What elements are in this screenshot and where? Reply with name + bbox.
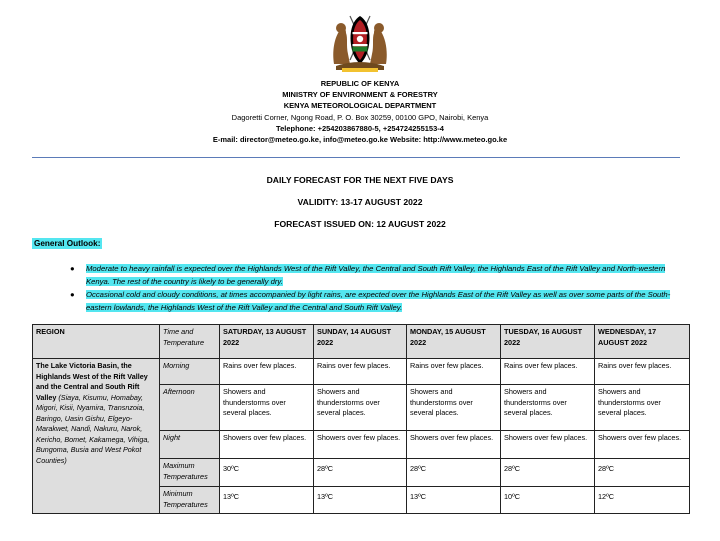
forecast-cell: Rains over few places.: [314, 359, 407, 385]
forecast-cell: Showers over few places.: [314, 431, 407, 459]
general-outlook-label: General Outlook:: [34, 239, 101, 248]
forecast-cell: Showers and thunderstorms over several places.: [407, 385, 501, 431]
forecast-cell: Showers over few places.: [501, 431, 595, 459]
day-header: SUNDAY, 14 AUGUST 2022: [314, 325, 407, 359]
forecast-cell: Showers and thunderstorms over several places.: [501, 385, 595, 431]
address-line: Dagoretti Corner, Ngong Road, P. O. Box 30259, 00100 GPO, Nairobi, Kenya: [231, 112, 489, 122]
forecast-cell: Rains over few places.: [595, 359, 690, 385]
letterhead-divider: [32, 157, 680, 158]
temperature-cell: 28ºC: [407, 459, 501, 487]
time-label: Night: [160, 431, 220, 459]
issued-line: FORECAST ISSUED ON: 12 AUGUST 2022: [274, 219, 446, 229]
region-cell: [33, 359, 160, 514]
region-name: The Lake Victoria Basin, the Highlands West of the Rift Valley and the Central and South Rift Valley: [36, 361, 148, 402]
temperature-cell: 13ºC: [407, 487, 501, 514]
ministry-line: MINISTRY OF ENVIRONMENT & FORESTRY: [282, 90, 438, 100]
forecast-cell: Showers over few places.: [595, 431, 690, 459]
outlook-bullet-text: Occasional cold and cloudy conditions, at times accompanied by light rains, are expected over the Highlands East of the Rift Valley as well as over some parts of the South-eastern lowlands, the Highlands West of the Rift Valley and the Central and South Rift Valley.: [86, 290, 671, 312]
day-header: TUESDAY, 16 AUGUST 2022: [501, 325, 595, 359]
forecast-cell: Showers over few places.: [407, 431, 501, 459]
temperature-cell: 28ºC: [595, 459, 690, 487]
table-row: [33, 359, 690, 385]
telephone-line: Telephone: +254203867880-5, +254724255153-4: [276, 123, 444, 133]
letterhead: [0, 78, 720, 145]
day-header: SATURDAY, 13 AUGUST 2022: [220, 325, 314, 359]
forecast-cell: Rains over few places.: [407, 359, 501, 385]
email-website-line: E-mail: director@meteo.go.ke, info@meteo.go.ke Website: http://www.meteo.go.ke: [212, 135, 508, 145]
time-label: Maximum Temperatures: [160, 459, 220, 487]
time-label: Morning: [160, 359, 220, 385]
forecast-cell: Showers and thunderstorms over several places.: [595, 385, 690, 431]
temperature-cell: 13ºC: [314, 487, 407, 514]
validity-line: VALIDITY: 13-17 AUGUST 2022: [297, 197, 423, 207]
day-header: WEDNESDAY, 17 AUGUST 2022: [595, 325, 690, 359]
forecast-cell: Rains over few places.: [501, 359, 595, 385]
document-title: DAILY FORECAST FOR THE NEXT FIVE DAYS: [266, 175, 454, 185]
forecast-cell: Showers and thunderstorms over several places.: [220, 385, 314, 431]
republic-line: REPUBLIC OF KENYA: [320, 79, 400, 88]
department-line: KENYA METEOROLOGICAL DEPARTMENT: [283, 101, 437, 111]
bullet-icon: ●: [70, 290, 75, 299]
time-label: Afternoon: [160, 385, 220, 431]
kenya-coat-of-arms-emblem: [326, 8, 394, 74]
day-header: MONDAY, 15 AUGUST 2022: [407, 325, 501, 359]
temperature-cell: 12ºC: [595, 487, 690, 514]
outlook-bullet-list: [66, 262, 690, 314]
forecast-cell: Showers over few places.: [220, 431, 314, 459]
outlook-bullet-text: Moderate to heavy rainfall is expected over the Highlands West of the Rift Valley, the Central and South Rift Valley, the Highlands East of the Rift Valley and North-western Kenya. The rest of the country is likely to be generally dry.: [86, 264, 666, 286]
temperature-cell: 28ºC: [314, 459, 407, 487]
region-header: REGION: [33, 325, 160, 359]
temperature-cell: 13ºC: [220, 487, 314, 514]
forecast-cell: Rains over few places.: [220, 359, 314, 385]
temperature-cell: 28ºC: [501, 459, 595, 487]
outlook-bullet: [66, 262, 690, 288]
time-header: Time and Temperature: [160, 325, 220, 359]
bullet-icon: ●: [70, 264, 75, 273]
outlook-bullet: [66, 288, 690, 314]
table-header-row: [33, 325, 690, 359]
forecast-table: [32, 324, 690, 514]
time-label: Minimum Temperatures: [160, 487, 220, 514]
forecast-cell: Showers and thunderstorms over several places.: [314, 385, 407, 431]
temperature-cell: 10ºC: [501, 487, 595, 514]
region-counties: (Siaya, Kisumu, Homabay, Migori, Kisii, Nyamira, Transnzoia, Baringo, Uasin Gishu, Elgeyo-Marakwet, Nandi, Nakuru, Narok, Kericho, Bomet, Kakamega, Vihiga, Bungoma, Busia and West Pokot Counties): [36, 392, 150, 465]
temperature-cell: 30ºC: [220, 459, 314, 487]
